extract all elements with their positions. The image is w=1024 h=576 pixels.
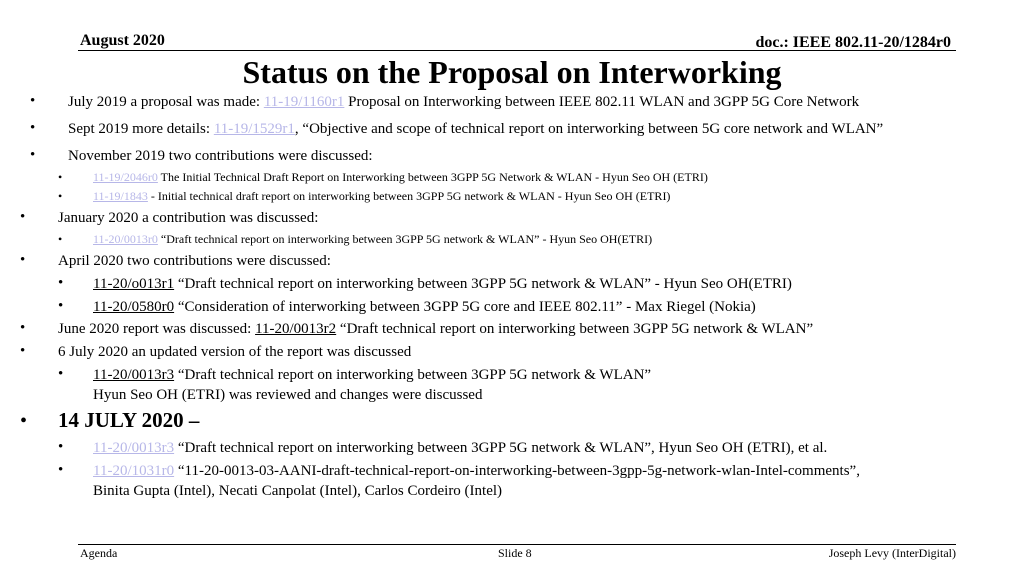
doc-link[interactable]: 11-20/0013r3	[93, 440, 175, 456]
bullet-icon: •	[20, 410, 28, 432]
doc-link[interactable]: 11-20/1031r0	[93, 463, 175, 479]
header-doc-number: doc.: IEEE 802.11-20/1284r0	[755, 34, 951, 51]
bullet-icon: •	[30, 147, 36, 163]
footer-agenda: Agenda	[80, 546, 118, 560]
item-text: The Initial Technical Draft Report on Interworking between 3GPP 5G Network & WLAN - Hyun Seo OH (ETRI)	[157, 170, 708, 184]
doc-link[interactable]: 11-19/1529r1	[213, 121, 295, 137]
item-text: June 2020 report was discussed:	[58, 321, 256, 337]
list-item	[58, 408, 199, 433]
item-text: “Consideration of interworking between 3GPP 5G core and IEEE 802.11” - Max Riegel (Nokia)	[174, 299, 756, 315]
list-item	[68, 120, 883, 138]
bullet-icon: •	[58, 275, 64, 291]
footer-divider	[78, 544, 956, 545]
doc-link[interactable]: 11-20/0013r0	[93, 232, 158, 246]
header-date: August 2020	[80, 32, 165, 49]
list-item	[58, 320, 813, 338]
item-text: “Draft technical report on interworking between 3GPP 5G network & WLAN” - Hyun Seo OH(ETRI)	[157, 232, 653, 246]
bullet-icon: •	[58, 232, 63, 246]
item-text: Proposal on Interworking between IEEE 802.11 WLAN and 3GPP 5G Core Network	[344, 94, 860, 110]
slide-title: Status on the Proposal on Interworking	[242, 54, 782, 90]
doc-link[interactable]: 11-19/1160r1	[263, 94, 345, 110]
sub-list-item	[93, 366, 651, 384]
bullet-icon: •	[58, 366, 64, 382]
sub-list-item-continuation: Binita Gupta (Intel), Necati Canpolat (Intel), Carlos Cordeiro (Intel)	[93, 483, 503, 499]
sub-list-item	[93, 189, 670, 203]
item-text: 14 JULY 2020 –	[58, 408, 200, 432]
bullet-icon: •	[58, 462, 64, 478]
doc-link[interactable]: 11-20/0013r2	[255, 321, 337, 337]
item-text: April 2020 two contributions were discussed:	[58, 253, 331, 269]
bullet-icon: •	[20, 343, 26, 359]
item-text: July 2019 a proposal was made:	[68, 94, 264, 110]
sub-list-item	[93, 232, 652, 246]
sub-list-item	[93, 462, 860, 480]
item-text: Sept 2019 more details:	[68, 121, 214, 137]
bullet-icon: •	[58, 170, 63, 184]
list-item	[58, 343, 411, 361]
item-text: - Initial technical draft report on interworking between 3GPP 5G network & WLAN - Hyun Seo OH (ETRI)	[147, 189, 671, 203]
doc-link[interactable]: 11-19/2046r0	[93, 170, 158, 184]
bullet-icon: •	[30, 120, 36, 136]
bullet-icon: •	[20, 209, 26, 225]
bullet-icon: •	[20, 320, 26, 336]
item-text: , “Objective and scope of technical report on interworking between 5G core network and WLAN”	[294, 121, 884, 137]
item-text: “Draft technical report on interworking between 3GPP 5G network & WLAN” - Hyun Seo OH(ETRI)	[174, 276, 792, 292]
list-item	[58, 209, 318, 227]
footer-slide-number: Slide 8	[498, 546, 532, 560]
doc-link[interactable]: 11-20/0013r3	[93, 367, 175, 383]
bullet-icon: •	[20, 252, 26, 268]
bullet-icon: •	[30, 93, 36, 109]
sub-list-item	[93, 439, 827, 457]
item-text: “11-20-0013-03-AANI-draft-technical-report-on-interworking-between-3gpp-5g-network-wlan-Intel-comments”,	[174, 463, 860, 479]
bullet-icon: •	[58, 189, 63, 203]
header-divider	[78, 50, 956, 51]
sub-list-item	[93, 298, 756, 316]
sub-list-item-continuation: Hyun Seo OH (ETRI) was reviewed and changes were discussed	[93, 387, 483, 403]
doc-link[interactable]: 11-20/o013r1	[93, 276, 175, 292]
doc-link[interactable]: 11-19/1843	[93, 189, 148, 203]
bullet-icon: •	[58, 439, 64, 455]
bullet-icon: •	[58, 298, 64, 314]
list-item	[68, 93, 859, 111]
footer-author: Joseph Levy (InterDigital)	[828, 546, 956, 560]
sub-list-item	[93, 170, 708, 184]
list-item	[68, 147, 373, 165]
list-item	[58, 252, 331, 270]
item-text: “Draft technical report on interworking between 3GPP 5G network & WLAN”, Hyun Seo OH (ETRI), et al.	[174, 440, 828, 456]
item-text: January 2020 a contribution was discussed:	[58, 210, 319, 226]
item-text: 6 July 2020 an updated version of the report was discussed	[58, 344, 412, 360]
item-text: November 2019 two contributions were discussed:	[68, 148, 373, 164]
item-text: “Draft technical report on interworking between 3GPP 5G network & WLAN”	[336, 321, 814, 337]
item-text: “Draft technical report on interworking between 3GPP 5G network & WLAN”	[174, 367, 652, 383]
doc-link[interactable]: 11-20/0580r0	[93, 299, 175, 315]
sub-list-item	[93, 275, 792, 293]
